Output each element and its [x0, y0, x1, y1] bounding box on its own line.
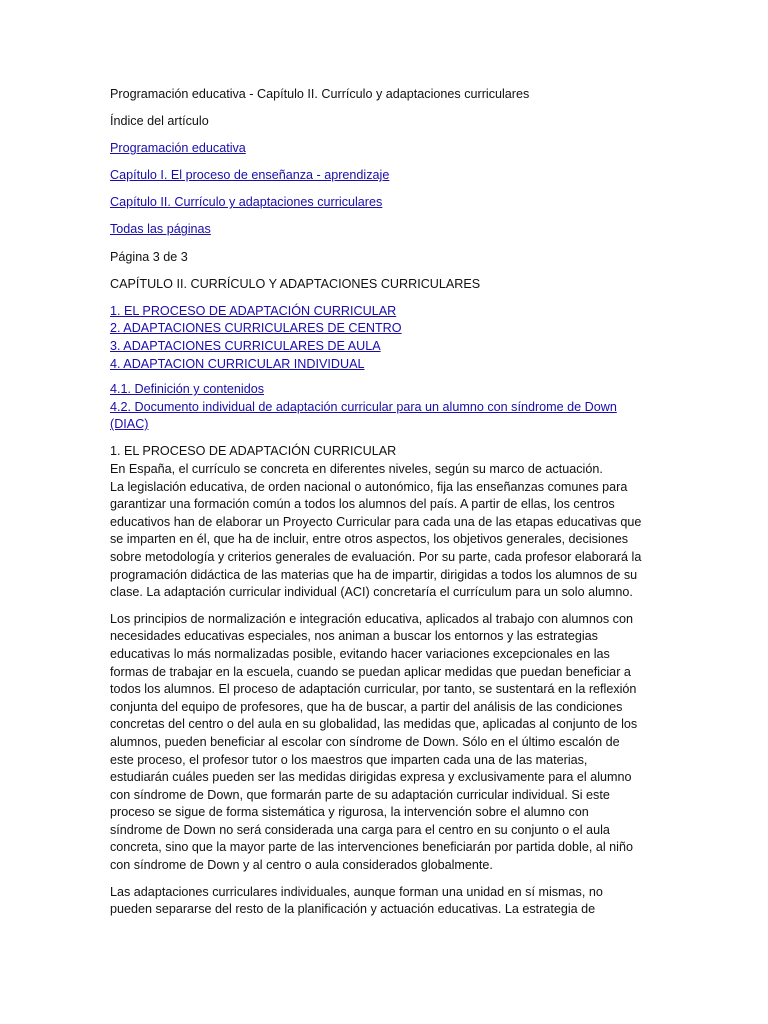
document-title: Programación educativa - Capítulo II. Currículo y adaptaciones curriculares — [110, 87, 530, 101]
toc-link-section-2[interactable]: 2. ADAPTACIONES CURRICULARES DE CENTRO — [110, 321, 402, 336]
paragraph-line: clase. La adaptación curricular individual (ACI) concretaría el currículum para un solo alumno. — [110, 585, 633, 600]
chapter-toc — [110, 303, 658, 373]
paragraph-line: este proceso, el profesor tutor o los maestros que imparten cada una de las materias, — [110, 752, 588, 767]
paragraph-line: concreta, sino que la mayor parte de las intervenciones beneficiarán por partida doble, al niño — [110, 840, 633, 855]
paragraph-line: síndrome de Down no será considerada una carga para el centro en su conjunto o el aula — [110, 822, 610, 837]
paragraph-line: con síndrome de Down, que formarán parte de su adaptación curricular individual. Si este — [110, 787, 610, 802]
toc-link-section-4-2-continued[interactable]: (DIAC) — [110, 417, 149, 432]
paragraph-line: todos los alumnos. El proceso de adaptación curricular, por tanto, se sustentará en la reflexión — [110, 682, 637, 697]
index-link-todas-paginas[interactable]: Todas las páginas — [110, 222, 211, 237]
chapter-heading: CAPÍTULO II. CURRÍCULO Y ADAPTACIONES CURRICULARES — [110, 276, 481, 291]
paragraph-line: con síndrome de Down y al centro o aula considerados globalmente. — [110, 858, 493, 873]
paragraph-line: formas de trabajar en la escuela, cuando se puedan aplicar medidas que puedan beneficiar a — [110, 664, 631, 679]
paragraph-2 — [110, 611, 658, 875]
paragraph-1 — [110, 461, 658, 602]
paragraph-line: educativos han de elaborar un Proyecto Curricular para cada una de las etapas educativas que — [110, 514, 642, 529]
index-link-capitulo-2[interactable]: Capítulo II. Currículo y adaptaciones curriculares — [110, 195, 383, 210]
paragraph-line: se imparten en él, que ha de incluir, entre otros aspectos, los objetivos generales, decisiones — [110, 532, 629, 547]
page-indicator: Página 3 de 3 — [110, 249, 188, 264]
toc-link-section-1[interactable]: 1. EL PROCESO DE ADAPTACIÓN CURRICULAR — [110, 303, 397, 318]
paragraph-line: necesidades educativas especiales, nos animan a buscar los entornos y las estrategias — [110, 629, 598, 644]
paragraph-line: educativas lo más normalizadas posible, evitando hacer variaciones excepcionales en las — [110, 646, 610, 661]
index-link-programacion[interactable]: Programación educativa — [110, 141, 246, 156]
paragraph-line: alumnos, pueden beneficiar al escolar con síndrome de Down. Sólo en el último escalón de — [110, 734, 620, 749]
toc-link-section-4[interactable]: 4. ADAPTACION CURRICULAR INDIVIDUAL — [110, 356, 365, 371]
section-heading: 1. EL PROCESO DE ADAPTACIÓN CURRICULAR — [110, 444, 397, 459]
index-link-capitulo-1[interactable]: Capítulo I. El proceso de enseñanza - aprendizaje — [110, 168, 390, 183]
subsection-toc — [110, 381, 658, 434]
toc-link-section-3[interactable]: 3. ADAPTACIONES CURRICULARES DE AULA — [110, 338, 381, 353]
toc-link-section-4-2[interactable]: 4.2. Documento individual de adaptación curricular para un alumno con síndrome de Down — [110, 399, 617, 414]
paragraph-line: Las adaptaciones curriculares individuales, aunque forman una unidad en sí mismas, no — [110, 884, 603, 899]
paragraph-line: concretas del centro o del aula en su globalidad, las medidas que, aplicadas al conjunto de los — [110, 717, 638, 732]
paragraph-line: estudiarán cuáles pueden ser las medidas dirigidas expresa y exclusivamente para el alumno — [110, 770, 632, 785]
paragraph-line: Los principios de normalización e integración educativa, aplicados al trabajo con alumnos con — [110, 611, 633, 626]
paragraph-line: La legislación educativa, de orden nacional o autonómico, fija las enseñanzas comunes para — [110, 479, 628, 494]
index-heading: Índice del artículo — [110, 114, 209, 129]
paragraph-line: conjunta del equipo de profesores, que ha de buscar, a partir del análisis de las condiciones — [110, 699, 623, 714]
toc-link-section-4-1[interactable]: 4.1. Definición y contenidos — [110, 382, 265, 397]
paragraph-line: sobre metodología y criterios generales de evaluación. Por su parte, cada profesor elaborará la — [110, 549, 642, 564]
paragraph-line: pueden separarse del resto de la planificación y actuación educativas. La estrategia de — [110, 902, 596, 917]
paragraph-3 — [110, 884, 658, 919]
paragraph-line: proceso se sigue de forma sistemática y rigurosa, la intervención sobre el alumno con — [110, 805, 589, 820]
paragraph-line: En España, el currículo se concreta en diferentes niveles, según su marco de actuación. — [110, 462, 603, 476]
paragraph-line: garantizar una formación común a todos los alumnos del país. A partir de ellas, los centros — [110, 497, 615, 512]
paragraph-line: programación didáctica de las materias que ha de impartir, dirigidas a todos los alumnos de su — [110, 567, 638, 582]
